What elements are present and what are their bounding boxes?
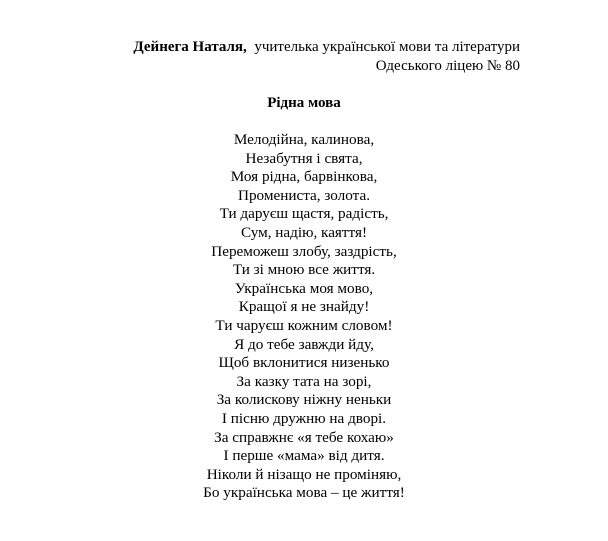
- poem-line: Незабутня і свята,: [245, 149, 363, 167]
- poem-body: [0, 131, 608, 503]
- author-position: учителька української мови та літератури: [254, 39, 520, 55]
- poem-line: І перше «мама» від дитя.: [223, 447, 385, 465]
- poem-line: Щоб вклонитися низенько: [218, 354, 390, 372]
- poem-title: Рідна мова: [267, 95, 341, 111]
- poem-line: Переможеш злобу, заздрість,: [211, 242, 397, 260]
- poem-line: Ти даруєш щастя, радість,: [219, 205, 389, 223]
- poem-line: Мелодійна, калинова,: [233, 131, 375, 148]
- poem-line: Моя рідна, барвінкова,: [230, 168, 378, 186]
- poem-line: Сум, надію, каяття!: [240, 223, 368, 241]
- author-line: [133, 38, 520, 57]
- poem-line: Ніколи й нізащо не проміняю,: [206, 465, 402, 483]
- poem-line: За колискову ніжну неньки: [216, 391, 392, 409]
- poem-line: Ти зі мною все життя.: [232, 261, 376, 279]
- author-school: Одеського ліцею № 80: [375, 58, 520, 74]
- author-name: Дейнега Наталя,: [133, 39, 247, 55]
- poem-line: Кращої я не знайду!: [238, 298, 370, 316]
- poem-line: І пісню дружню на дворі.: [221, 409, 387, 427]
- poem-line: За справжнє «я тебе кохаю»: [214, 428, 394, 446]
- author-header: [133, 38, 520, 76]
- poem-line: Ти чаруєш кожним словом!: [215, 316, 393, 334]
- poem-line: Я до тебе завжди йду,: [234, 335, 374, 353]
- poem-line: Бо українська мова – це життя!: [203, 484, 405, 502]
- poem-line: Українська моя мово,: [234, 279, 374, 297]
- poem-line: Промениста, золота.: [237, 186, 370, 204]
- poem-line: За казку тата на зорі,: [236, 372, 372, 390]
